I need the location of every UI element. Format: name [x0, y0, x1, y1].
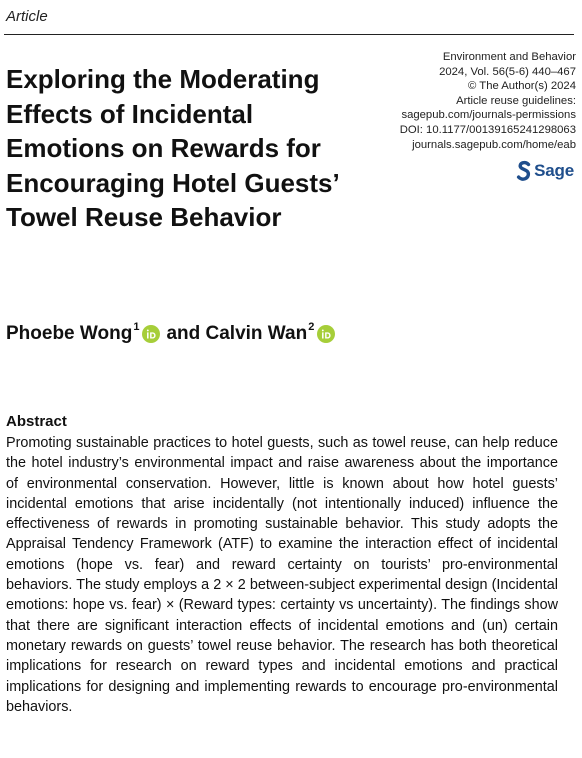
author-list: [6, 323, 341, 345]
article-type-label: Article: [6, 8, 48, 25]
journal-citation: 2024, Vol. 56(5-6) 440–467: [439, 65, 576, 78]
journal-name: Environment and Behavior: [442, 51, 576, 63]
sage-logo-icon: [516, 160, 532, 182]
orcid-icon[interactable]: [317, 325, 335, 343]
doi-link[interactable]: DOI: 10.1177/00139165241298063: [399, 123, 576, 136]
article-title: Exploring the Moderating Effects of Incidental Emotions on Rewards for Encouraging Hotel Guests’ Towel Reuse Behavior: [6, 64, 339, 232]
journal-home-link[interactable]: journals.sagepub.com/home/eab: [412, 138, 576, 151]
author-name-2: Calvin Wan: [205, 323, 308, 344]
publisher-logo: [516, 160, 574, 182]
author-affiliation-1: 1: [133, 321, 140, 333]
publisher-name: Sage: [534, 161, 574, 180]
author-affiliation-2: 2: [308, 321, 315, 333]
reuse-guidelines-label: Article reuse guidelines:: [456, 94, 576, 107]
journal-meta: [336, 50, 576, 152]
orcid-icon[interactable]: [142, 325, 160, 343]
abstract-text: Promoting sustainable practices to hotel guests, such as towel reuse, can help reduce the hotel industry’s environmental impact and raise awareness about the importance of environmental conservation. However, little is known about how hotel guests’ incidental emotions that arise incidentally (not intentionally induced) influence the effectiveness of rewards in promoting sustainable behavior. This study adopts the Appraisal Tendency Framework (ATF) to examine the interaction effect of incidental emotions (hope vs. fear) and reward certainty on tourists’ pro-environmental behaviors. The study employs a 2 × 2 between-subject experimental design (Incidental emotions: hope vs. fear) × (Reward types: certainty vs uncertainty). The findings show that there are significant interaction effects of incidental emotions and (un) certain monetary rewards on guests’ towel reuse behavior. The research has both theoretical implications for research on reward types and incidental emotions and practical implications for designing and implementing rewards to encourage pro-environmental behaviors.: [6, 435, 558, 715]
header-rule: [4, 34, 574, 35]
author-connector: and: [166, 323, 201, 344]
copyright-line: © The Author(s) 2024: [468, 80, 576, 93]
author-name-1: Phoebe Wong: [6, 323, 133, 344]
permissions-link[interactable]: sagepub.com/journals-permissions: [401, 109, 576, 122]
abstract-heading: Abstract: [6, 413, 67, 430]
